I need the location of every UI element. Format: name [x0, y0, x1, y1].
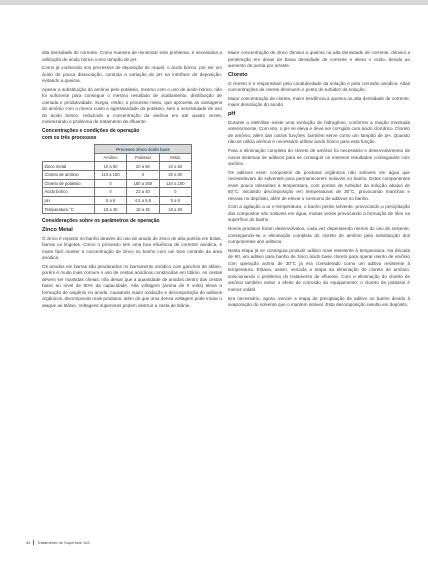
table-cell: 110 a 180 — [94, 170, 126, 179]
top-bar — [0, 0, 428, 5]
paragraph: O zinco é reposto no banho através do uso de anodo de zinco de alta pureza em bolas, barras ou lingotes. Como o processo tem uma boa eficiência de corrente anódica, é muito fácil manter a concentração de zinco no banho com um bom controle da área anódica. — [42, 235, 222, 261]
table-cell: 30 a 60 — [159, 170, 191, 179]
row-label: Zinco metal — [43, 162, 95, 171]
paragraph: O cloreto é o responsável pela condutividade da solução e pela corrosão anódica. Altas concentrações de cloreto diminuem o ponto de turbidez da solução. — [228, 80, 410, 93]
paragraph: Novos produtos foram desenvolvidos, cada vez dependendo menos do uso de solvente, conseguindo-se a eliminação completa do cloreto de amônio pela substituição dos componentes dos aditivos. — [228, 226, 410, 245]
left-column — [42, 50, 222, 312]
paragraph: Nesta etapa já se conseguia produzir aditivo mais resistente à temperatura. Na década de 90, um aditivo para banho de zinco ácido base cloreto para operar isento de amônio com operação acima de 30°C já era considerado como um aditivo resistente à temperatura. Estava, assim, vencida a etapa da eliminação do cloreto de amônio, solucionando o problema do tratamento de efluente. Com a eliminação do cloreto de amônio também reduz o efeito de corrosão do equipamento; o cloreto de potássio é menos volátil. — [228, 247, 410, 292]
row-label: Cloreto de potássio — [43, 179, 95, 188]
row-label: Temperatura °C — [43, 205, 95, 214]
publication-name: Tratamento de Superfície 162 — [37, 540, 90, 545]
paragraph: Os aditivos eram compostos de produtos orgânicos não solúveis em água que necessitavam de solventes para permanecerem solúveis no banho. Estes componentes eram pouco tolerantes à temperatura, com pontos de turbidez da solução abaixo de 50°C, iniciando decomposição em temperaturas de 30°C, provocando manchas e névoas no depósito, além de elevar o consumo de aditivos no banho. — [228, 169, 410, 201]
table-row — [43, 170, 192, 179]
page-footer — [26, 540, 90, 545]
table-heading-line-2: com os três processos — [42, 134, 97, 141]
row-label: Cloreto de amônio — [43, 170, 95, 179]
process-table — [42, 144, 192, 214]
row-label: Ácido bórico — [43, 188, 95, 197]
paragraph: Para a eliminação completa do cloreto de amônio foi necessário o desenvolvimento de novos sistemas de aditivos para se conseguir os mesmos resultados conseguidos com amônio. — [228, 148, 410, 167]
table-group-header: Processo zinco ácido base — [94, 145, 191, 154]
right-column — [228, 50, 410, 311]
paragraph: Com a agitação a ar e temperatura, o banho perde solvente, provocando a precipitação dos compostos não solúveis em água, muitas vezes provocando a formação de óleo na superfície do banho. — [228, 204, 410, 223]
table-row — [43, 179, 192, 188]
table-cell: 0 — [159, 188, 191, 197]
table-cell: 0 — [127, 170, 159, 179]
table-cell: 20 a 50 — [127, 162, 159, 171]
table-cell: 4,5 a 5,5 — [127, 196, 159, 205]
subsection-heading: Zinco Metal — [42, 226, 73, 233]
row-label: pH — [43, 196, 95, 205]
table-cell: 18 a 45 — [127, 205, 159, 214]
table-cell: 18 a 40 — [94, 205, 126, 214]
table-row — [43, 188, 192, 197]
table-heading-line-1: Concentrações e condições de operação — [42, 128, 140, 135]
table-cell: 10 a 50 — [159, 162, 191, 171]
paragraph: alta densidade de corrente. Como maneira de minimizar este problema, é necessária a utilização de ácido bórico como tampão de pH. — [42, 50, 222, 62]
table-heading — [42, 128, 222, 141]
paragraph: Apesar a substituição do amônio pelo potássio, mesmo com o uso de ácido bórico, não foi suficiente para conseguir o mesmo resultado de acabamento, distribuição de camada e produtividade. Surgiu, então, o processo misto, que aproveita as vantagens do amônio com o menor custo e agressividade do potássio, sem a necessidade de uso do ácido bórico, reduzindo a concentração da amônia em até quatro vezes, minimizando o problema de tratamento de efluente. — [42, 86, 222, 125]
paragraph: Era necessário, agora, vencer a etapa de precipitação de aditivo no banho devido à evaporação do solvente que o mantém solúvel. Esta decomposição resulta em depósito — [228, 295, 410, 308]
table-cell: 120 a 180 — [159, 179, 191, 188]
table-cell: 180 a 260 — [127, 179, 159, 188]
table-cell: 18 a 50 — [159, 205, 191, 214]
footer-divider — [33, 540, 34, 545]
column-header: Potássio — [127, 153, 159, 162]
table-cell: 5 a 6 — [159, 196, 191, 205]
table-cell: 0 — [94, 179, 126, 188]
table-cell: 22 a 40 — [127, 188, 159, 197]
table-row — [43, 205, 192, 214]
column-header: Amônio — [94, 153, 126, 162]
table-cell: 0 — [94, 188, 126, 197]
paragraph: Maior concentração de cloreto, maior tendência à queima na alta densidade de corrente, maior dissolução do anodo. — [228, 95, 410, 108]
page-number: 54 — [26, 540, 31, 545]
paragraph: Durante a eletrólise existe uma evolução de hidrogênio, conforme a reação mostrada anteriormente. Com isto, o pH se eleva e deve ser corrigido com ácido clorídrico. Cloreto de amônio, além das outras funções, também serve como um tampão de pH. Quando não se utiliza amônio é necessário utilizar ácido bórico para esta função. — [228, 119, 410, 145]
table-cell: 10 a 50 — [94, 162, 126, 171]
paragraph: Como já conhecido nos processos de deposição de níquel, o ácido bórico, por ser um ácido de pouca dissociação, controla a variação do pH na interface de deposição, evitando a queima. — [42, 65, 222, 84]
subsection-heading: Cloreto — [228, 71, 248, 78]
subsection-heading: pH — [228, 110, 236, 117]
paragraph: Os anodos em barras são pendurados no barramento anódico com ganchos de titânio, porém é muito mais comum o uso de cestas anódicas construídas em titânio. As cestas devem ser mantidas cheias, não deixar que a quantidade de anodos dentro das cestas baixe ao nível de 50% da capacidade. Alta voltagem (acima de 9 volts) eleva a formação de oxigênio no anodo, causando maior oxidação e decomposição de aditivos orgânicos, decompondo mais produtos, além de que uma densa voltagem pode iniciar o ataque ao titânio. Voltagens superiores podem destruir a cesta de titânio. — [42, 263, 222, 309]
column-header: Misto — [159, 153, 191, 162]
section-heading: Considerações sobre os parâmetros de operação — [42, 217, 160, 224]
table-cell: 5 a 6 — [94, 196, 126, 205]
paragraph: Maior concentração de zinco diminui a queima na alta densidade de corrente, diminui a penetração em áreas de baixa densidade de corrente e eleva o custo, devido ao aumento de perda por arraste. — [228, 50, 410, 69]
table-row — [43, 196, 192, 205]
table-row — [43, 162, 192, 171]
